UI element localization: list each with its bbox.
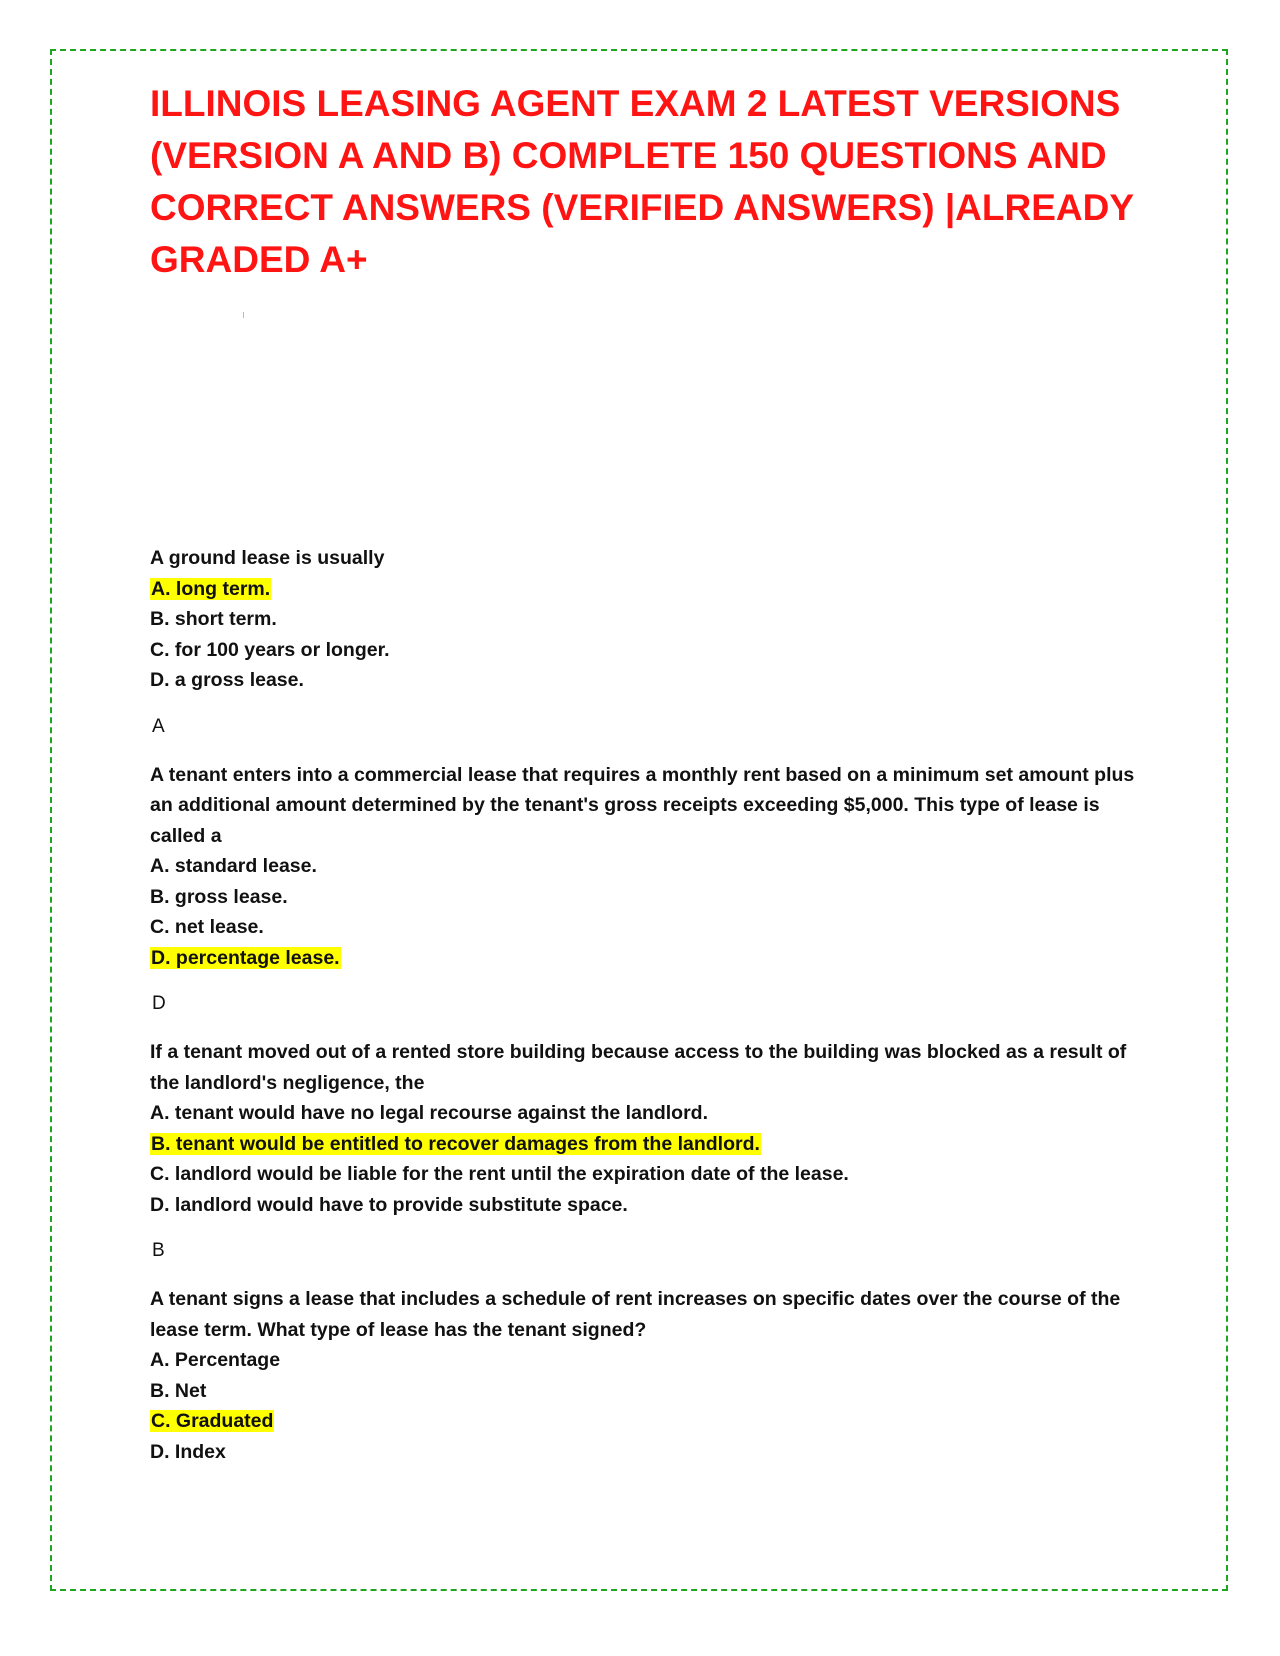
highlighted-correct-option: C. Graduated [151, 1410, 274, 1432]
option-d: D. Index [150, 1440, 226, 1463]
highlighted-correct-option: B. tenant would be entitled to recover damages from the landlord. [151, 1132, 760, 1155]
document-title: ILLINOIS LEASING AGENT EXAM 2 LATEST VERSIONS (VERSION A AND B) COMPLETE 150 QUESTIONS AND CORRECT ANSWERS (VERIFIED ANSWERS) |ALREADY GRADED A+ [150, 83, 1134, 280]
option-b: B. gross lease. [150, 885, 288, 908]
question-text: If a tenant moved out of a rented store building because access to the building was blocked as a result of the landlord's negligence, the [150, 1041, 1127, 1094]
option-c: C. net lease. [150, 916, 264, 938]
option-d: D. a gross lease. [150, 669, 304, 691]
option-b [150, 1129, 1160, 1160]
answer-key: D [152, 993, 166, 1014]
option-d: D. landlord would have to provide substitute space. [150, 1193, 628, 1216]
highlighted-correct-option: A. long term. [151, 577, 271, 600]
question-2 [150, 760, 1160, 1020]
option-c [150, 1406, 1160, 1437]
question-text: A ground lease is usually [150, 547, 385, 569]
question-text: A tenant signs a lease that includes a schedule of rent increases on specific dates over the course of the lease term. What type of lease has the tenant signed? [150, 1288, 1121, 1341]
option-d [150, 943, 1160, 974]
option-a: A. Percentage [150, 1349, 281, 1371]
answer-key: B [152, 1240, 165, 1261]
option-b: B. short term. [150, 608, 277, 630]
question-text: A tenant enters into a commercial lease that requires a monthly rent based on a minimum set amount plus an additional amount determined by the tenant's gross receipts exceeding $5,000. This type of lease is called a [150, 763, 1135, 847]
question-1 [150, 543, 1160, 742]
option-c: C. landlord would be liable for the rent until the expiration date of the lease. [150, 1163, 849, 1185]
question-list [150, 543, 1160, 1467]
option-c: C. for 100 years or longer. [150, 638, 390, 661]
option-a: A. tenant would have no legal recourse against the landlord. [150, 1102, 709, 1124]
question-4 [150, 1284, 1160, 1467]
answer-key: A [152, 715, 165, 737]
option-a [150, 574, 1160, 605]
highlighted-correct-option: D. percentage lease. [151, 946, 340, 969]
question-3 [150, 1037, 1160, 1266]
document-header [150, 78, 1160, 286]
option-b: B. Net [150, 1379, 207, 1402]
stray-mark [243, 312, 244, 318]
option-a: A. standard lease. [150, 855, 317, 877]
